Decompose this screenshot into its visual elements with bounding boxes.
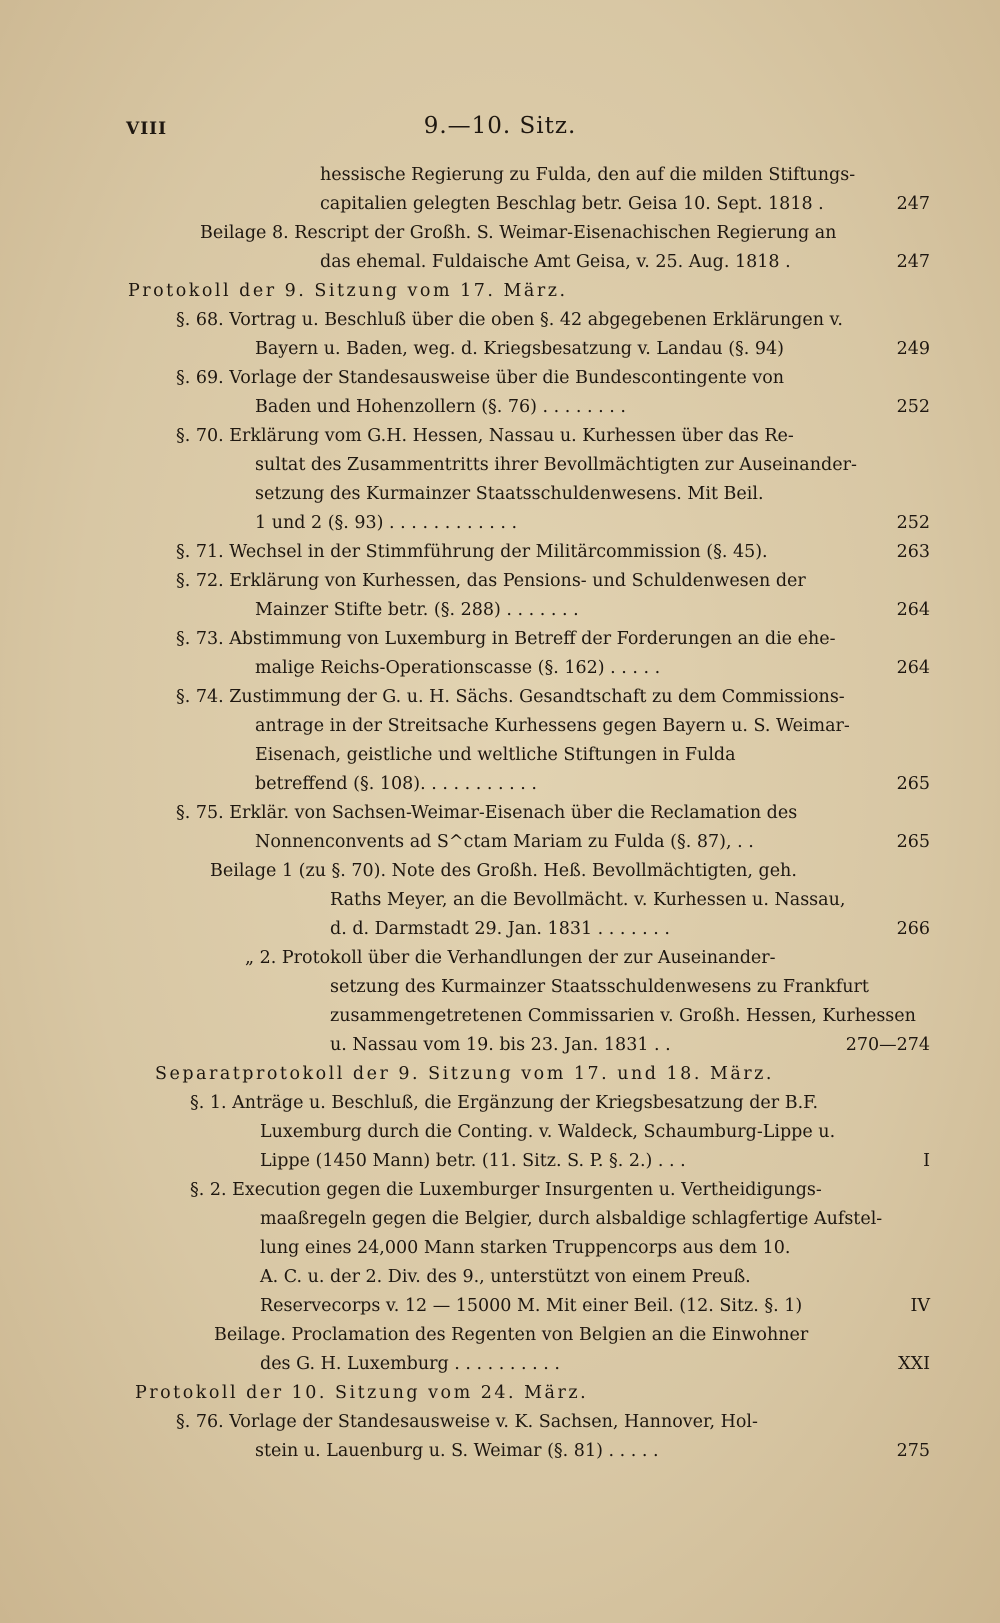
toc-line <box>0 1031 1000 1060</box>
toc-line-text: Beilage 8. Rescript der Großh. S. Weimar-Eisenachischen Regierung an <box>200 223 837 243</box>
toc-line-page: 252 <box>896 397 930 417</box>
toc-line-page: 265 <box>896 774 930 794</box>
toc-line <box>0 1089 1000 1118</box>
toc-heading-text: Separatprotokoll der 9. Sitzung vom 17. und 18. März. <box>155 1064 774 1084</box>
toc-line <box>0 1292 1000 1321</box>
toc-line-text: lung eines 24,000 Mann starken Truppencorps aus dem 10. <box>260 1238 791 1258</box>
toc-line <box>0 1176 1000 1205</box>
toc-line-text: §. 70. Erklärung vom G.H. Hessen, Nassau u. Kurhessen über das Re- <box>176 426 794 446</box>
toc-line <box>0 509 1000 538</box>
toc-line <box>0 1234 1000 1263</box>
toc-line-text: Bayern u. Baden, weg. d. Kriegsbesatzung v. Landau (§. 94) <box>255 339 785 359</box>
toc-line-text: §. 74. Zustimmung der G. u. H. Sächs. Gesandtschaft zu dem Commissions- <box>176 687 845 707</box>
toc-line <box>0 393 1000 422</box>
toc-line-text: malige Reichs-Operationscasse (§. 162) . . . . . <box>255 658 661 678</box>
toc-line <box>0 654 1000 683</box>
toc-line-text: u. Nassau vom 19. bis 23. Jan. 1831 . . <box>330 1035 671 1055</box>
toc-line <box>0 335 1000 364</box>
toc-heading <box>0 1379 1000 1408</box>
toc-line <box>0 1437 1000 1466</box>
toc-heading-text: Protokoll der 10. Sitzung vom 24. März. <box>135 1383 589 1403</box>
toc-line-page: 275 <box>896 1441 930 1461</box>
toc-line-page: 265 <box>896 832 930 852</box>
toc-heading <box>0 1060 1000 1089</box>
toc-line <box>0 422 1000 451</box>
toc-line <box>0 944 1000 973</box>
toc-line-text: sultat des Zusammentritts ihrer Bevollmächtigten zur Auseinander- <box>255 455 857 475</box>
toc-line-page: 270—274 <box>845 1035 930 1055</box>
toc-line <box>0 596 1000 625</box>
toc-line-text: setzung des Kurmainzer Staatsschuldenwesens zu Frankfurt <box>330 977 869 997</box>
toc-line <box>0 538 1000 567</box>
toc-line-page: 263 <box>896 542 930 562</box>
page-number: VIII <box>126 119 168 139</box>
toc-line-text: betreffend (§. 108). . . . . . . . . . . <box>255 774 537 794</box>
toc-line-page: 266 <box>896 919 930 939</box>
toc-line-text: §. 68. Vortrag u. Beschluß über die oben §. 42 abgegebenen Erklärungen v. <box>176 310 843 330</box>
toc-line <box>0 219 1000 248</box>
toc-line <box>0 161 1000 190</box>
toc-line-text: d. d. Darmstadt 29. Jan. 1831 . . . . . . . <box>330 919 670 939</box>
toc-line <box>0 770 1000 799</box>
toc-line-text: Lippe (1450 Mann) betr. (11. Sitz. S. P. §. 2.) . . . <box>260 1151 686 1171</box>
toc-line-text: Beilage 1 (zu §. 70). Note des Großh. Heß. Bevollmächtigten, geh. <box>210 861 797 881</box>
toc-line <box>0 683 1000 712</box>
toc-line <box>0 799 1000 828</box>
toc-line-text: Raths Meyer, an die Bevollmächt. v. Kurhessen u. Nassau, <box>330 890 846 910</box>
toc-line <box>0 567 1000 596</box>
toc-line-page: I <box>923 1151 930 1171</box>
toc-line-page: 264 <box>896 658 930 678</box>
toc-line-text: des G. H. Luxemburg . . . . . . . . . . <box>260 1354 560 1374</box>
toc-line-text: Baden und Hohenzollern (§. 76) . . . . . . . . <box>255 397 626 417</box>
toc-line <box>0 1002 1000 1031</box>
toc-line-text: maaßregeln gegen die Belgier, durch alsbaldige schlagfertige Aufstel- <box>260 1209 883 1229</box>
toc-line <box>0 973 1000 1002</box>
toc-line-text: das ehemal. Fuldaische Amt Geisa, v. 25. Aug. 1818 . <box>320 252 791 272</box>
toc-line <box>0 1118 1000 1147</box>
toc-heading <box>0 277 1000 306</box>
toc-line-text: §. 76. Vorlage der Standesausweise v. K. Sachsen, Hannover, Hol- <box>176 1412 758 1432</box>
toc-line <box>0 712 1000 741</box>
toc-line-text: Eisenach, geistliche und weltliche Stiftungen in Fulda <box>255 745 736 765</box>
toc-line-text: Nonnenconvents ad S^ctam Mariam zu Fulda (§. 87), . . <box>255 832 754 852</box>
toc-line-text: setzung des Kurmainzer Staatsschuldenwesens. Mit Beil. <box>255 484 764 504</box>
toc-line-text: §. 2. Execution gegen die Luxemburger Insurgenten u. Vertheidigungs- <box>190 1180 822 1200</box>
toc-line-page: XXI <box>898 1354 930 1374</box>
toc-line <box>0 306 1000 335</box>
toc-line <box>0 364 1000 393</box>
toc-line <box>0 741 1000 770</box>
toc-line <box>0 1350 1000 1379</box>
toc-line <box>0 915 1000 944</box>
toc-line <box>0 190 1000 219</box>
toc-line-page: IV <box>910 1296 930 1316</box>
toc-line-page: 249 <box>896 339 930 359</box>
toc-line <box>0 1147 1000 1176</box>
page-header <box>0 113 1000 149</box>
toc-line-text: §. 71. Wechsel in der Stimmführung der Militärcommission (§. 45). <box>176 542 768 562</box>
toc-line-text: „ 2. Protokoll über die Verhandlungen der zur Auseinander- <box>245 948 776 968</box>
toc-line <box>0 1321 1000 1350</box>
toc-line <box>0 886 1000 915</box>
toc-line-page: 247 <box>896 194 930 214</box>
toc-line-text: Reservecorps v. 12 — 15000 M. Mit einer Beil. (12. Sitz. §. 1) <box>260 1296 803 1316</box>
toc-line-text: §. 73. Abstimmung von Luxemburg in Betreff der Forderungen an die ehe- <box>176 629 836 649</box>
toc-line <box>0 248 1000 277</box>
toc-line-page: 252 <box>896 513 930 533</box>
toc-line-text: 1 und 2 (§. 93) . . . . . . . . . . . . <box>255 513 518 533</box>
toc-line-text: antrage in der Streitsache Kurhessens gegen Bayern u. S. Weimar- <box>255 716 850 736</box>
toc-line-text: §. 1. Anträge u. Beschluß, die Ergänzung der Kriegsbesatzung der B.F. <box>190 1093 819 1113</box>
toc-line-text: capitalien gelegten Beschlag betr. Geisa 10. Sept. 1818 . <box>320 194 824 214</box>
toc-line-text: §. 72. Erklärung von Kurhessen, das Pensions- und Schuldenwesen der <box>176 571 806 591</box>
toc-line <box>0 828 1000 857</box>
toc-line <box>0 857 1000 886</box>
toc-line <box>0 451 1000 480</box>
toc-line-text: §. 75. Erklär. von Sachsen-Weimar-Eisenach über die Reclamation des <box>176 803 798 823</box>
toc-line-text: zusammengetretenen Commissarien v. Großh. Hessen, Kurhessen <box>330 1006 916 1026</box>
toc-line-text: hessische Regierung zu Fulda, den auf die milden Stiftungs- <box>320 165 856 185</box>
toc-line-text: Mainzer Stifte betr. (§. 288) . . . . . . . <box>255 600 579 620</box>
toc-heading-text: Protokoll der 9. Sitzung vom 17. März. <box>128 281 568 301</box>
toc-line <box>0 1408 1000 1437</box>
toc-line-page: 247 <box>896 252 930 272</box>
running-title: 9.—10. Sitz. <box>423 113 577 139</box>
toc-line-page: 264 <box>896 600 930 620</box>
toc-line-text: stein u. Lauenburg u. S. Weimar (§. 81) . . . . . <box>255 1441 659 1461</box>
toc-line-text: §. 69. Vorlage der Standesausweise über die Bundescontingente von <box>176 368 785 388</box>
toc-line-text: A. C. u. der 2. Div. des 9., unterstützt von einem Preuß. <box>260 1267 751 1287</box>
toc-line <box>0 480 1000 509</box>
toc-line <box>0 625 1000 654</box>
toc-line-text: Luxemburg durch die Conting. v. Waldeck, Schaumburg-Lippe u. <box>260 1122 836 1142</box>
toc-line <box>0 1205 1000 1234</box>
toc-line <box>0 1263 1000 1292</box>
toc-line-text: Beilage. Proclamation des Regenten von Belgien an die Einwohner <box>214 1325 809 1345</box>
